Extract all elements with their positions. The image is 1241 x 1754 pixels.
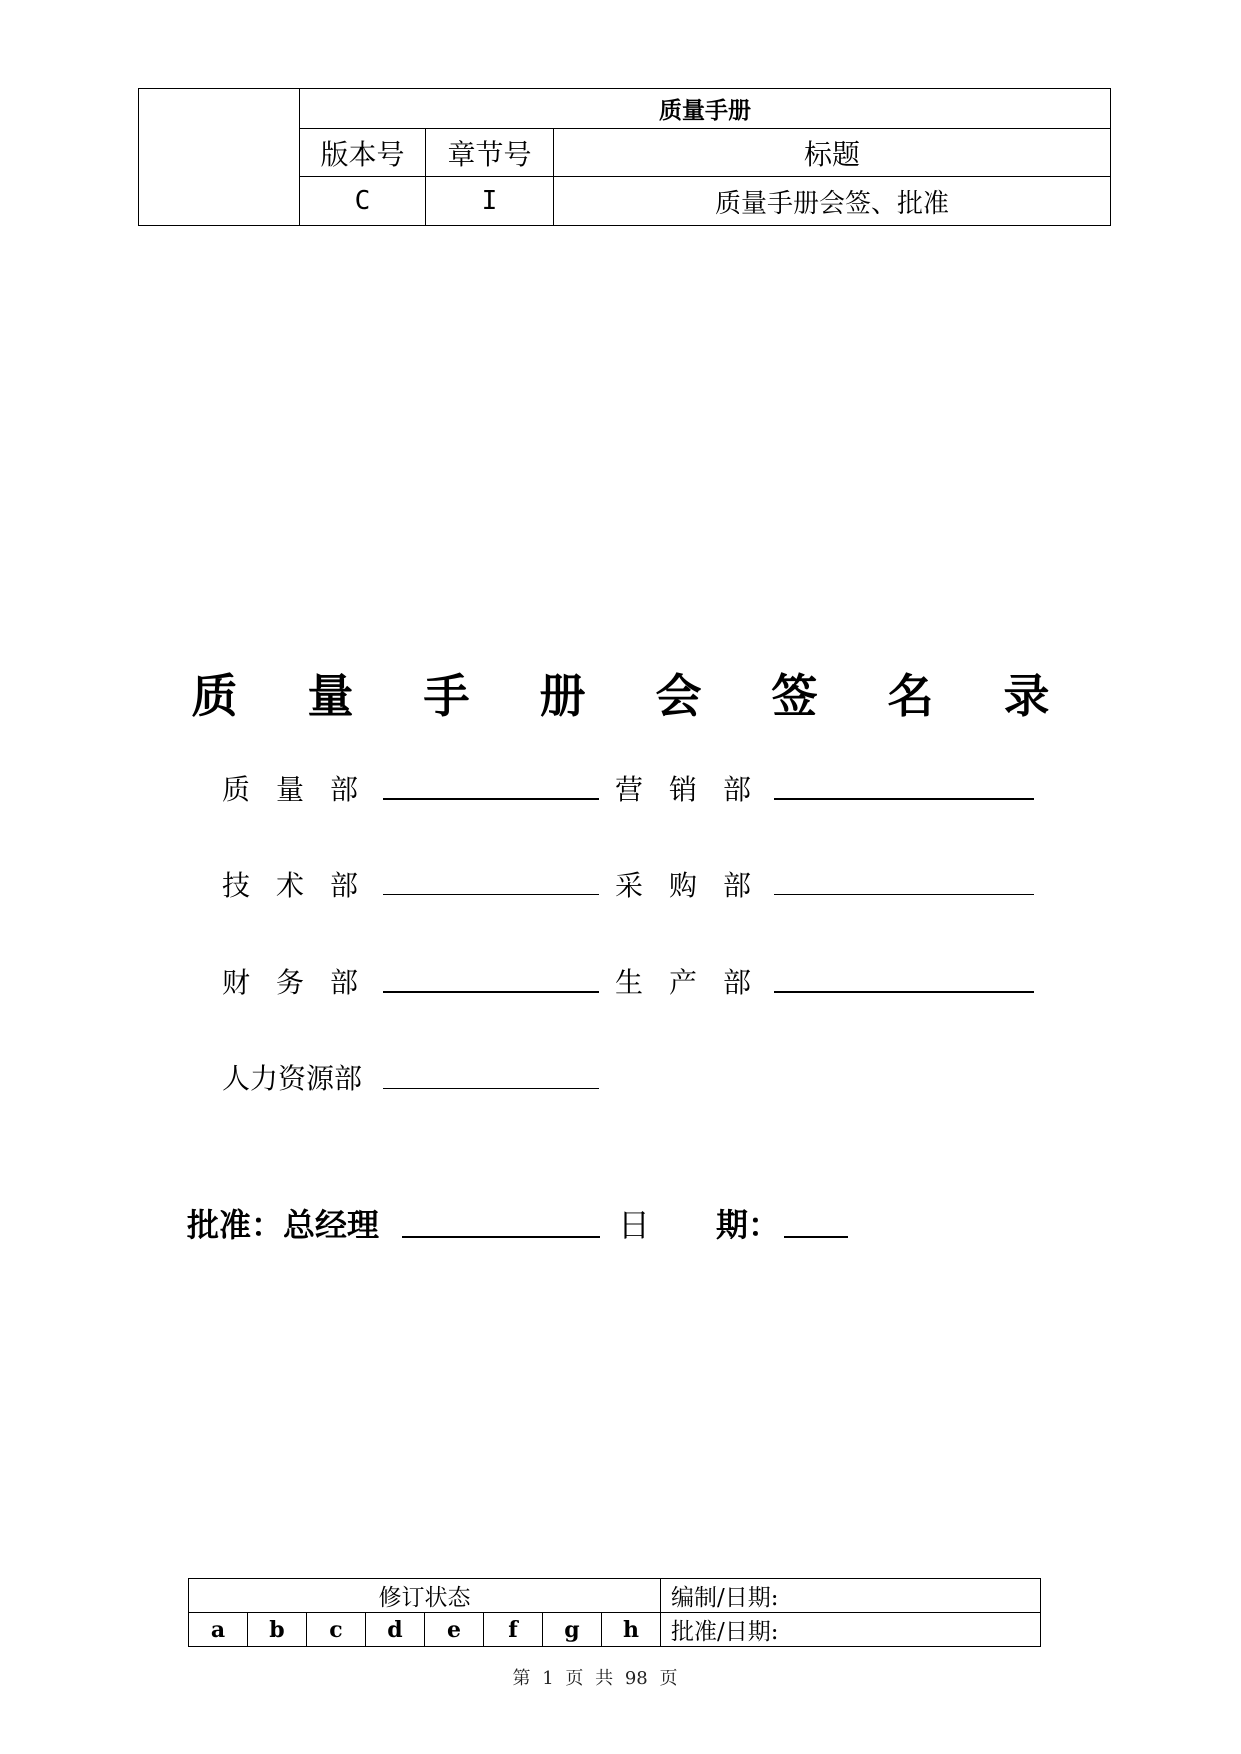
revision-letter: e <box>425 1613 484 1647</box>
page-number: 第 1 页 共 98 页 <box>512 1668 678 1689</box>
chapter-header: 章节号 <box>426 129 554 177</box>
revision-status-label: 修订状态 <box>189 1579 661 1613</box>
approval-date-line[interactable] <box>784 1236 848 1238</box>
revision-table <box>188 1578 1041 1647</box>
page-title: 质 量 手 册 会 签 名 录 <box>191 669 1077 723</box>
date-label-day: 日 <box>618 1206 651 1244</box>
signature-label-marketing: 营销部 <box>615 773 778 806</box>
version-value: C <box>300 177 426 226</box>
logo-cell <box>139 89 300 226</box>
signature-label-finance: 财务部 <box>222 966 385 999</box>
title-header: 标题 <box>554 129 1111 177</box>
prepared-date-label: 编制/日期: <box>661 1579 1041 1613</box>
signature-line-marketing[interactable] <box>774 798 1034 800</box>
approved-date-label: 批准/日期: <box>661 1613 1041 1647</box>
revision-letter: g <box>543 1613 602 1647</box>
revision-letter: d <box>366 1613 425 1647</box>
title-value: 质量手册会签、批准 <box>554 177 1111 226</box>
approval-signature-line[interactable] <box>402 1236 600 1238</box>
signature-line-technical[interactable] <box>383 894 599 895</box>
signature-label-production: 生产部 <box>615 966 778 999</box>
chapter-value: I <box>426 177 554 226</box>
signature-line-purchasing[interactable] <box>774 894 1034 895</box>
revision-letter: f <box>484 1613 543 1647</box>
approval-label: 批准：总经理 <box>187 1206 380 1244</box>
signature-label-hr: 人力资源部 <box>222 1062 363 1095</box>
date-label-period: 期： <box>716 1206 781 1244</box>
signature-label-technical: 技术部 <box>222 869 385 902</box>
manual-name: 质量手册 <box>300 89 1111 129</box>
header-table <box>138 88 1111 226</box>
revision-letter: h <box>602 1613 661 1647</box>
signature-line-hr[interactable] <box>383 1088 599 1089</box>
signature-line-production[interactable] <box>774 991 1034 993</box>
signature-line-finance[interactable] <box>383 991 599 993</box>
version-header: 版本号 <box>300 129 426 177</box>
revision-letter: b <box>248 1613 307 1647</box>
signature-label-purchasing: 采购部 <box>615 869 778 902</box>
signature-line-quality[interactable] <box>383 798 599 800</box>
revision-letter: c <box>307 1613 366 1647</box>
signature-label-quality: 质量部 <box>222 773 385 806</box>
revision-letter: a <box>189 1613 248 1647</box>
